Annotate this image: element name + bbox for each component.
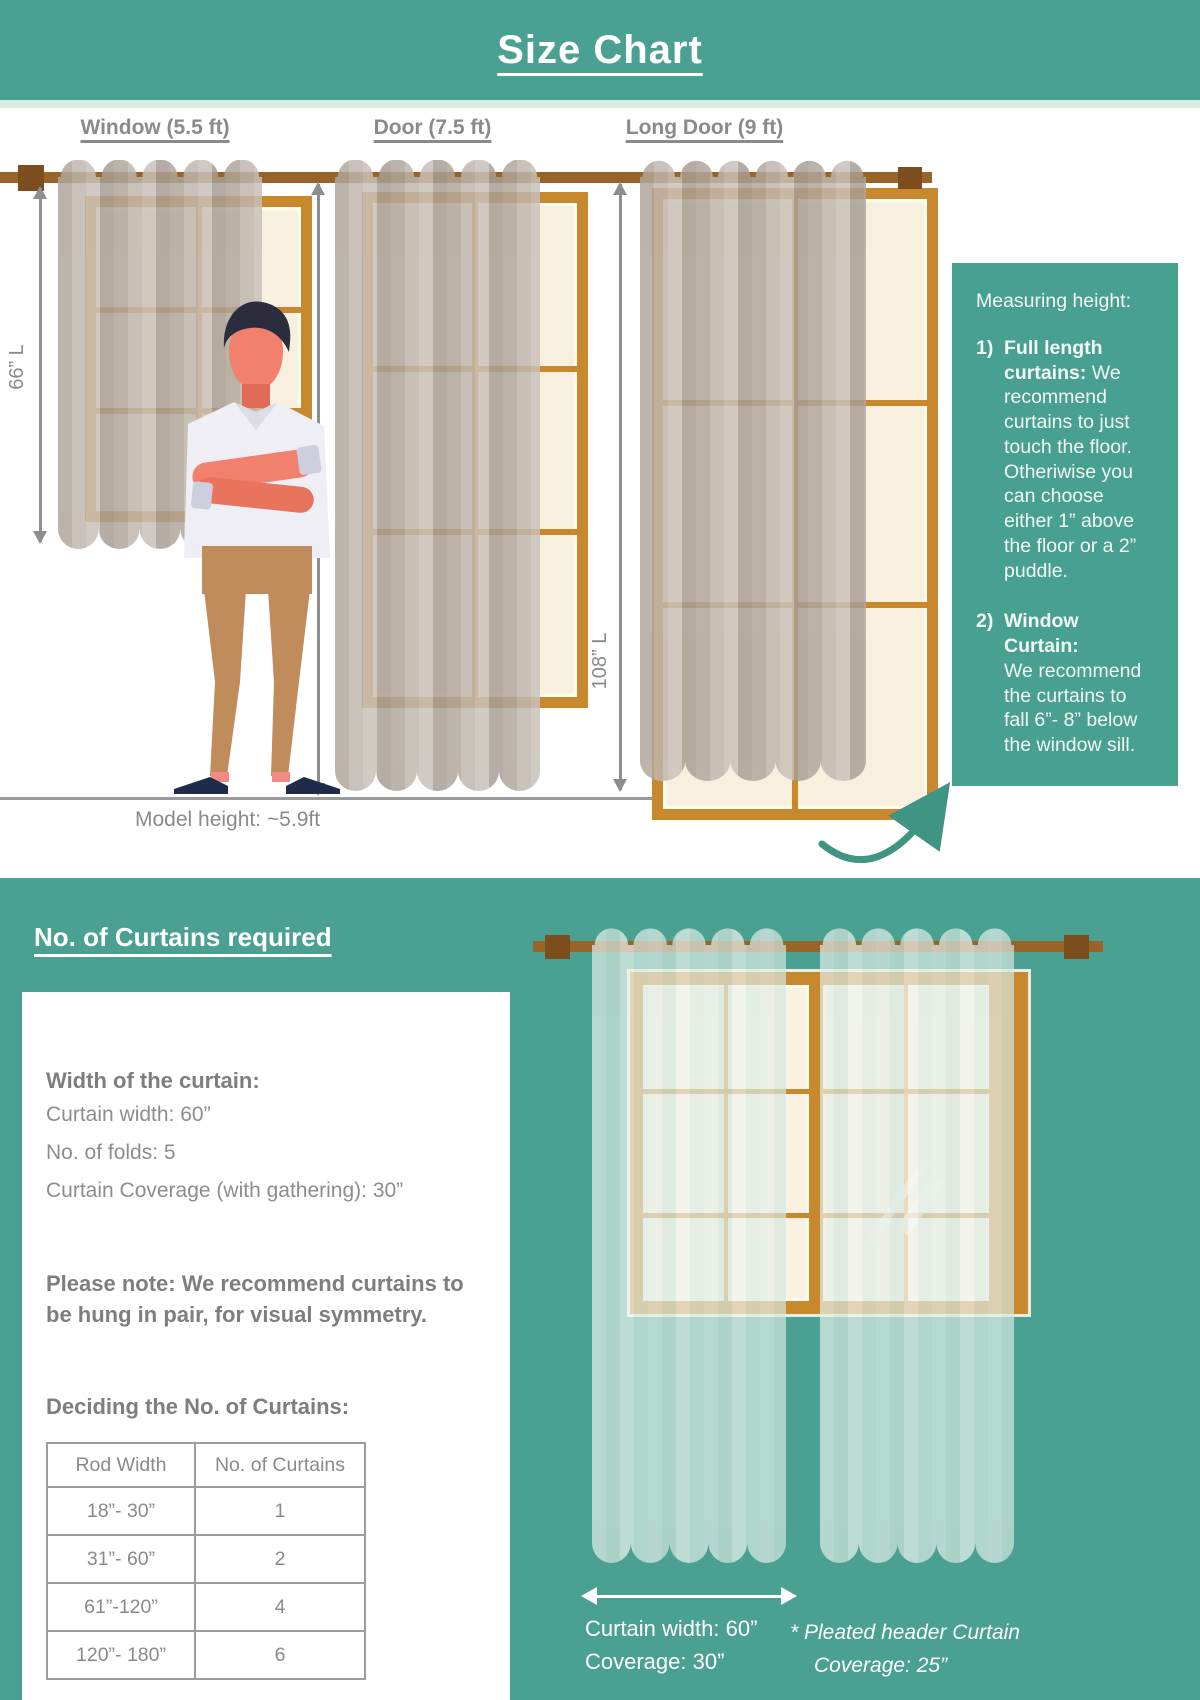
pane-divider [823, 1089, 989, 1094]
pane-divider [792, 199, 798, 809]
column-label-window: Window (5.5 ft) [80, 116, 230, 139]
header-band [0, 0, 1200, 100]
table-row [47, 1583, 365, 1631]
table-cell: 2 [195, 1535, 365, 1583]
table-row [47, 1631, 365, 1679]
item-bold-text: Full length curtains: [1004, 336, 1103, 384]
curtain-width-line1: Curtain width: 60” [585, 1616, 758, 1641]
pane-divider [643, 1089, 809, 1094]
header-divider [0, 100, 1200, 108]
curtain-rod-bottom [533, 941, 1103, 952]
curtain-width-line2: Coverage: 30” [585, 1649, 725, 1674]
curved-arrow-icon [790, 752, 950, 878]
curtain-count-table [46, 1442, 366, 1680]
table-header-rod-width: Rod Width [47, 1443, 195, 1487]
item-number: 1) [976, 336, 994, 359]
door-frame [362, 192, 588, 708]
person-illustration [150, 288, 340, 798]
width-line: Curtain width: 60” [46, 1103, 211, 1126]
pane-divider [643, 1213, 809, 1218]
length-label-108: 108” L [589, 632, 611, 690]
table-cell: 4 [195, 1583, 365, 1631]
column-label-door: Door (7.5 ft) [373, 116, 492, 139]
long-door-frame [652, 188, 938, 820]
column-label-long-door: Long Door (9 ft) [625, 116, 784, 139]
table-row [47, 1535, 365, 1583]
pane-divider [373, 366, 577, 372]
pane-divider [373, 529, 577, 535]
measuring-item-1 [976, 336, 1154, 584]
measuring-item-2 [976, 609, 1154, 758]
measure-arrow-66 [39, 188, 42, 542]
pair-note: Please note: We recommend curtains to be hung in pair, for visual symmetry. [46, 1271, 464, 1327]
item-number: 2) [976, 610, 994, 633]
section-heading: No. of Curtains required [34, 922, 332, 952]
table-header-no-curtains: No. of Curtains [195, 1443, 365, 1487]
rod-finial-right [1064, 935, 1089, 959]
rod-end-cap [898, 167, 922, 189]
table-row [47, 1487, 365, 1535]
curtain-rod [0, 172, 932, 183]
model-height-caption: Model height: ~5.9ft [135, 808, 321, 831]
item-bold-text: Window Curtain: [1004, 610, 1079, 657]
table-cell: 18”- 30” [47, 1487, 195, 1535]
table-header-row [47, 1443, 365, 1487]
item-text: We recommend curtains to just touch the floor. Otheriwise you can choose either 1” above the floor or a 2” puddle. [1004, 361, 1137, 582]
window-panel-right [823, 985, 989, 1301]
curtain-width-arrow [597, 1595, 781, 1598]
width-line: No. of folds: 5 [46, 1141, 176, 1164]
window-panel-left [643, 985, 809, 1301]
width-line: Curtain Coverage (with gathering): 30” [46, 1179, 404, 1202]
pleated-note-line1: * Pleated header Curtain [790, 1621, 1020, 1644]
measuring-box-title: Measuring height: [976, 290, 1132, 312]
pleated-note [790, 1616, 1020, 1682]
curtain-width-label [585, 1612, 757, 1678]
pane-divider [904, 985, 908, 1301]
measuring-box [952, 263, 1178, 786]
pleated-note-line2: Coverage: 25” [814, 1654, 948, 1677]
table-cell: 6 [195, 1631, 365, 1679]
item-text: We recommend the curtains to fall 6”- 8” below the window sill. [1004, 659, 1142, 756]
table-cell: 120”- 180” [47, 1631, 195, 1679]
table-cell: 61”-120” [47, 1583, 195, 1631]
width-title: Width of the curtain: [46, 1068, 260, 1093]
pane-divider [663, 602, 927, 608]
table-cell: 31”- 60” [47, 1535, 195, 1583]
width-lines [46, 1096, 403, 1210]
info-card [22, 992, 510, 1700]
page-title: Size Chart [497, 27, 703, 72]
rod-finial-left [545, 935, 570, 959]
measure-arrow-108 [619, 184, 622, 790]
double-window-frame [630, 972, 1028, 1314]
length-label-66: 66” L [6, 344, 28, 390]
table-title: Deciding the No. of Curtains: [46, 1394, 350, 1419]
table-cell: 1 [195, 1487, 365, 1535]
pane-divider [663, 400, 927, 406]
pane-divider [724, 985, 728, 1301]
pane-divider [472, 203, 478, 697]
